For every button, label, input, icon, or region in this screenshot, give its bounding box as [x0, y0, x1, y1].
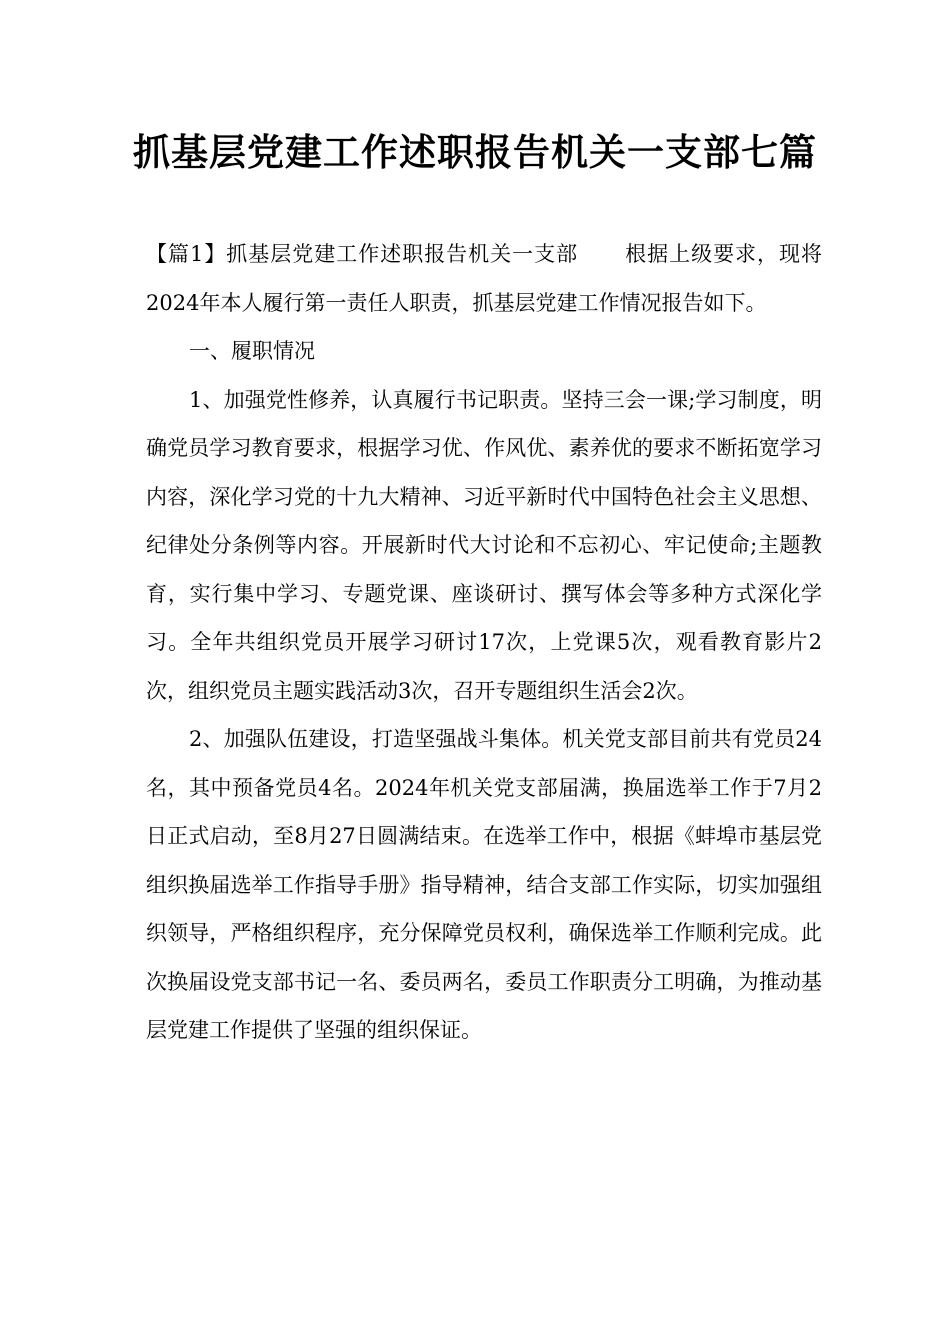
intro-text: 根据上级要求，现将2024年本人履行第一责任人职责，抓基层党建工作情况报告如下。 — [146, 242, 823, 315]
intro-paragraph — [146, 230, 822, 327]
document-body — [146, 230, 822, 1055]
body-paragraph: 2、加强队伍建设，打造坚强战斗集体。机关党支部目前共有党员24名，其中预备党员4名。2024年机关党支部届满，换届选举工作于7月2日正式启动，至8月27日圆满结束。在选举工作中，根据《蚌埠市基层党组织换届选举工作指导手册》指导精神，结合支部工作实际，切实加强组织领导，严格组织程序，充分保障党员权利，确保选举工作顺利完成。此次换届设党支部书记一名、委员两名，委员工作职责分工明确，为推动基层党建工作提供了坚强的组织保证。 — [146, 727, 822, 1042]
intro-label: 【篇1】抓基层党建工作述职报告机关一支部 — [146, 242, 579, 266]
body-paragraph: 1、加强党性修养，认真履行书记职责。坚持三会一课;学习制度，明确党员学习教育要求，根据学习优、作风优、素养优的要求不断拓宽学习内容，深化学习党的十九大精神、习近平新时代中国特色社会主义思想、纪律处分条例等内容。开展新时代大讨论和不忘初心、牢记使命;主题教育，实行集中学习、专题党课、座谈研讨、撰写体会等多种方式深化学习。全年共组织党员开展学习研讨17次，上党课5次，观看教育影片2次，组织党员主题实践活动3次，召开专题组织生活会2次。 — [146, 387, 822, 703]
document-title: 抓基层党建工作述职报告机关一支部七篇 — [133, 131, 817, 174]
section-heading: 一、履职情况 — [189, 339, 315, 363]
